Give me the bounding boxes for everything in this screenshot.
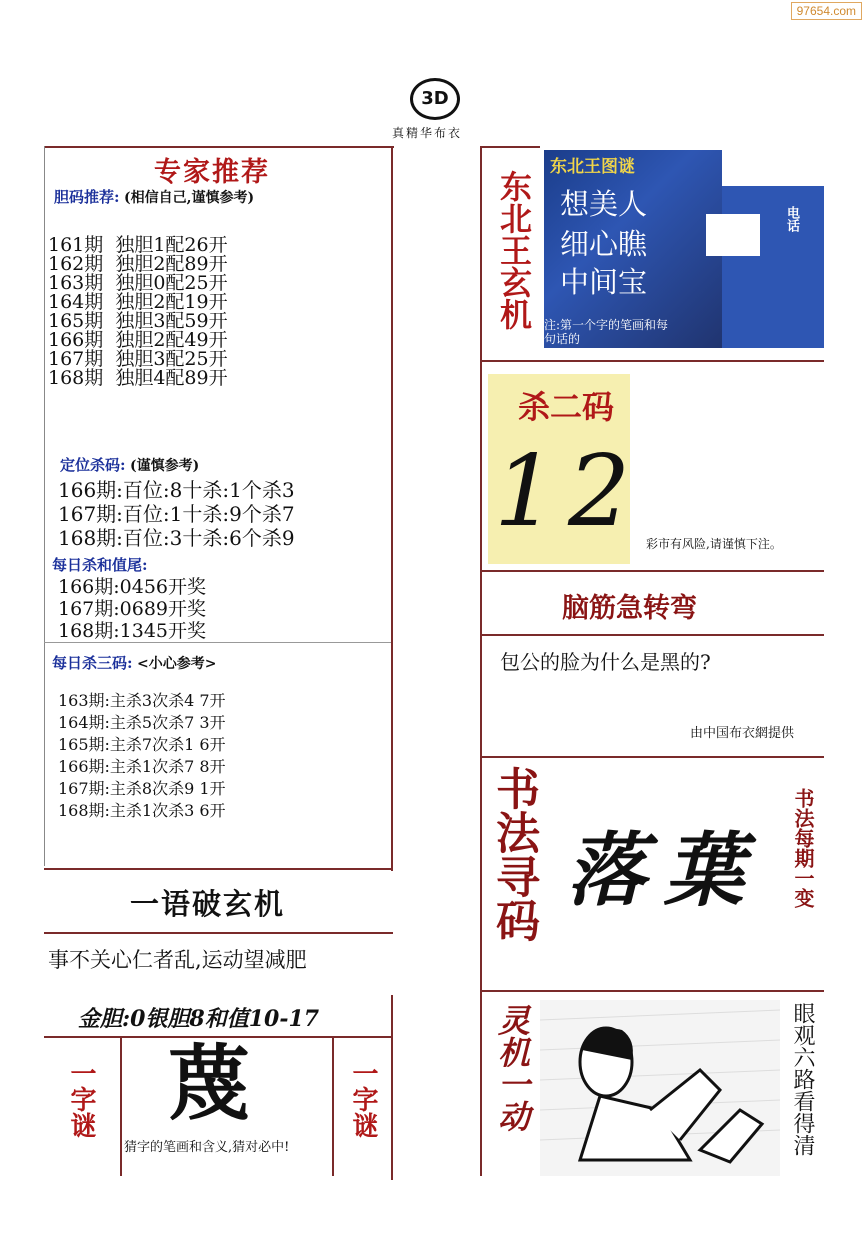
- sanma-note: <小心参考>: [137, 656, 217, 672]
- dan-row: 162期 独胆2配89开: [48, 253, 228, 275]
- naojin-title: 脑筋急转弯: [562, 593, 697, 624]
- dan-list: [48, 236, 228, 388]
- yiyu-right-border: [391, 995, 393, 1180]
- dingwei-header: [60, 454, 199, 475]
- left-border: [44, 146, 45, 866]
- sanma-row: 167期:主杀8次杀9 1开: [58, 779, 226, 798]
- hezhi-list: [58, 576, 206, 642]
- lingji-illustration: [540, 1000, 780, 1176]
- naojin-credit: 由中国布衣網提供: [690, 726, 795, 741]
- dongbei-bottom-rule: [480, 360, 824, 362]
- dongbei-note: 注:第一个字的笔画和每句话的: [544, 318, 669, 346]
- shaerma-risk: 彩市有风险,请谨慎下注。: [646, 537, 782, 551]
- yizimi-right-inner: [332, 1036, 334, 1176]
- hezhi-label: 每日杀和值尾:: [52, 556, 148, 574]
- sanma-row: 168期:主杀1次杀3 6开: [58, 801, 226, 820]
- dongbei-line: 细心瞧: [560, 227, 648, 261]
- sanma-row: 165期:主杀7次杀1 6开: [58, 735, 226, 754]
- sanma-row: 164期:主杀5次杀7 3开: [58, 713, 226, 732]
- dongbei-phone-panel: [722, 186, 824, 348]
- lingji-side-title: 灵机一动: [493, 1004, 531, 1132]
- yizimi-right-label: 一字谜: [348, 1060, 378, 1138]
- yiyu-text: 事不关心仁者乱,运动望减肥: [48, 948, 307, 972]
- yizimi-left-inner: [120, 1036, 122, 1176]
- dongbei-line: 想美人: [560, 187, 648, 221]
- yizimi-left-label: 一字谜: [66, 1060, 96, 1138]
- yizimi-char: 蔑: [168, 1036, 251, 1132]
- yizimi-hint: 猜字的笔画和含义,猜对必中!: [124, 1140, 290, 1155]
- left-col-border: [391, 146, 393, 871]
- dan-header: [54, 186, 254, 207]
- shufa-chars: 落葉: [566, 823, 762, 917]
- expert-title: 专家推荐: [154, 157, 270, 188]
- jindan-text: 金胆:0银胆8和值10-17: [78, 1006, 320, 1032]
- dingwei-row: 166期:百位:8十杀:1个杀3: [58, 478, 295, 502]
- reclining-person-icon: [540, 1000, 780, 1176]
- hezhi-rule: [44, 642, 391, 643]
- sanma-header: [52, 652, 216, 673]
- shufa-right-text: 书法每期一变: [791, 788, 815, 908]
- dongbei-side-title: 东北王玄机: [495, 170, 533, 330]
- dongbei-phone-label: 电话: [784, 206, 799, 232]
- shufa-bottom-rule: [480, 990, 824, 992]
- sanma-row: 163期:主杀3次杀4 7开: [58, 691, 226, 710]
- watermark: 97654.com: [791, 2, 862, 20]
- dingwei-list: [58, 478, 295, 550]
- dingwei-row: 168期:百位:3十杀:6个杀9: [58, 526, 295, 550]
- yiyu-title: 一语破玄机: [130, 887, 286, 921]
- shufa-side-title: 书法寻码: [488, 766, 539, 942]
- mid-divider: [480, 146, 482, 1176]
- phone-white-box: [706, 214, 760, 256]
- top-rule-left: [44, 146, 394, 148]
- shaerma-title: 杀二码: [518, 388, 615, 426]
- dingwei-row: 167期:百位:1十杀:9个杀7: [58, 502, 295, 526]
- dongbei-banner: 东北王图谜: [550, 157, 635, 177]
- dan-row: 163期 独胆0配25开: [48, 272, 228, 294]
- shaerma-num-1: 1: [494, 435, 557, 549]
- naojin-question: 包公的脸为什么是黑的?: [500, 650, 711, 674]
- dan-row: 165期 独胆3配59开: [48, 310, 228, 332]
- hezhi-row: 166期:0456开奖: [58, 576, 207, 598]
- hezhi-row: 167期:0689开奖: [58, 598, 207, 620]
- sanma-row: 166期:主杀1次杀7 8开: [58, 757, 226, 776]
- sanma-label: 每日杀三码:: [52, 654, 133, 672]
- dan-row: 164期 独胆2配19开: [48, 291, 228, 313]
- hezhi-row: 168期:1345开奖: [58, 620, 207, 642]
- top-rule-right: [480, 146, 540, 148]
- dan-row: 167期 独胆3配25开: [48, 348, 228, 370]
- shaerma-box: [488, 374, 630, 564]
- dan-note: (相信自己,谨慎参考): [124, 190, 255, 206]
- dan-row: 166期 独胆2配49开: [48, 329, 228, 351]
- dongbei-image: [544, 150, 722, 348]
- dingwei-label: 定位杀码:: [60, 456, 126, 474]
- dan-row: 168期 独胆4配89开: [48, 367, 228, 389]
- dan-row: 161期 独胆1配26开: [48, 234, 228, 256]
- yiyu-mid-rule: [44, 932, 393, 934]
- dongbei-line: 中间宝: [560, 265, 648, 299]
- logo: 3D: [410, 78, 460, 120]
- dingwei-note: (谨慎参考): [130, 458, 200, 474]
- shaerma-num-2: 2: [568, 435, 631, 549]
- naojin-bottom-rule: [480, 756, 824, 758]
- header-subtitle: 真精华布衣: [392, 126, 463, 140]
- naojin-mid-rule: [480, 634, 824, 636]
- sanma-list: [58, 690, 226, 822]
- shaerma-bottom-rule: [480, 570, 824, 572]
- lingji-right-text: 眼观六路看得清: [790, 1002, 815, 1156]
- yiyu-top-rule: [44, 868, 393, 870]
- dan-label: 胆码推荐:: [54, 188, 120, 206]
